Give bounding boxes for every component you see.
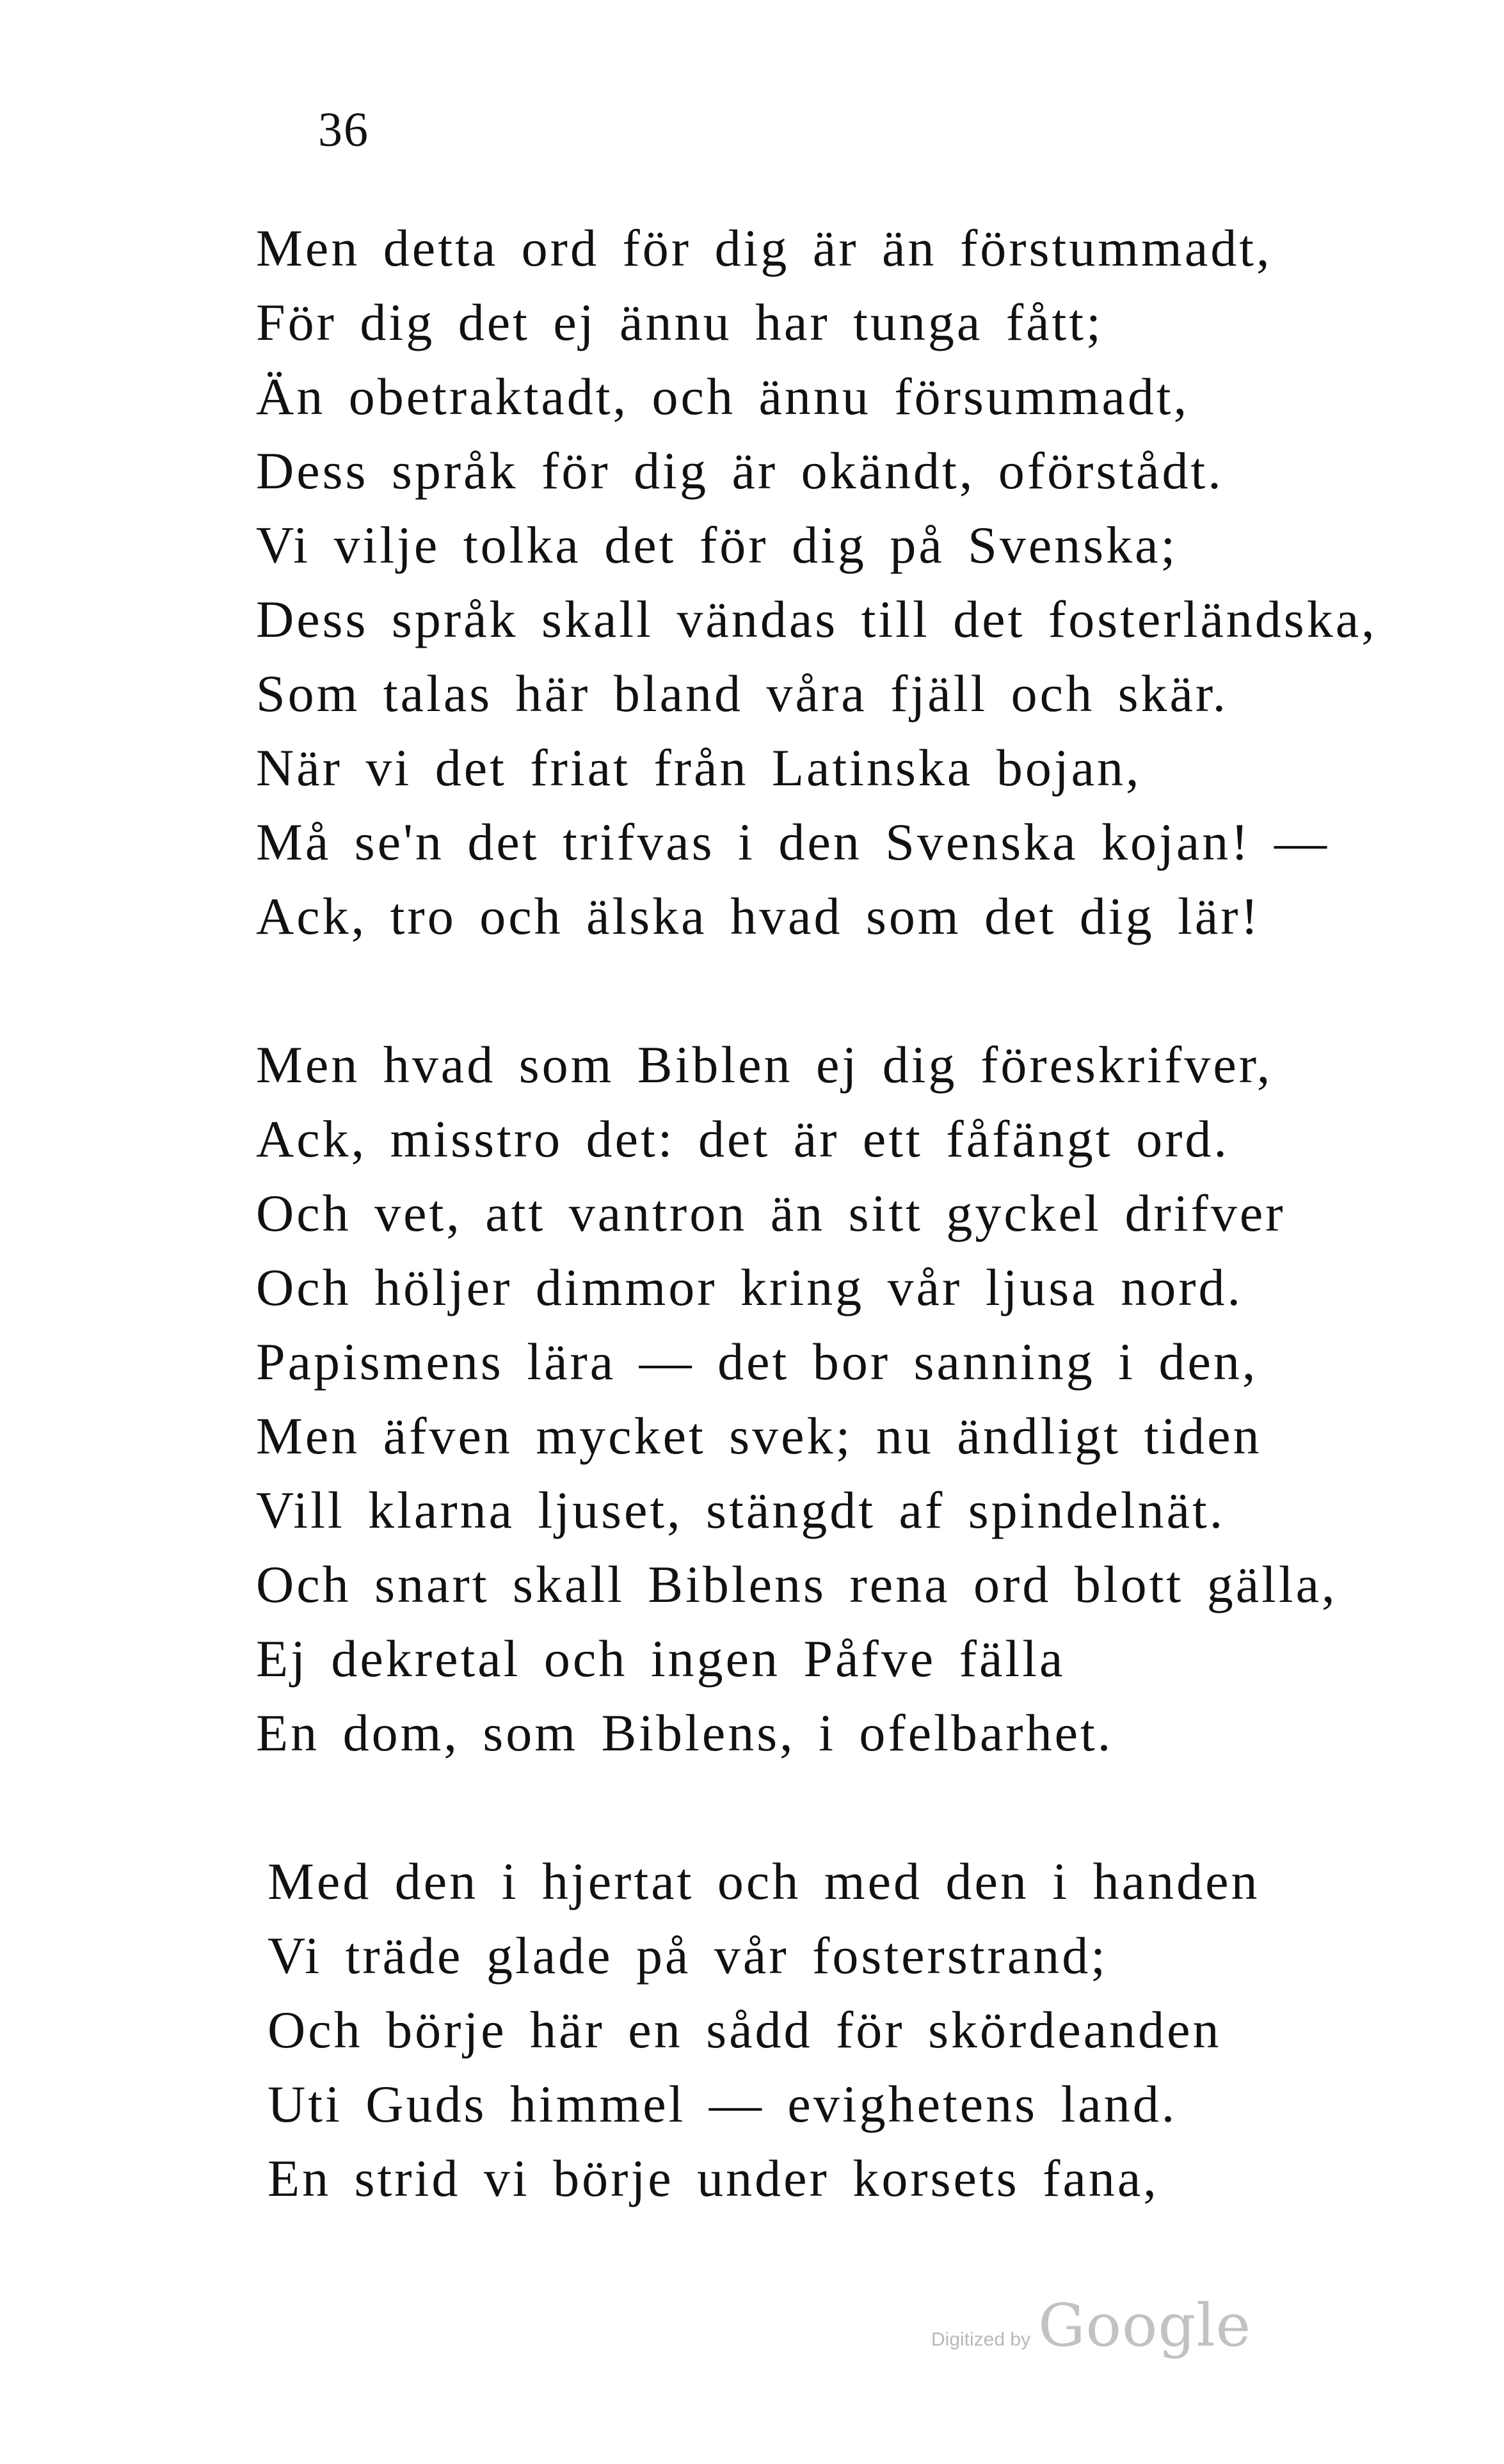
verse-line: Vill klarna ljuset, stängdt af spindelnät.	[256, 1481, 1226, 1539]
verse-line: Vi träde glade på vår fosterstrand;	[268, 1926, 1108, 1985]
verse-line: Men äfven mycket svek; nu ändligt tiden	[256, 1407, 1262, 1465]
verse-line: Papismens lära — det bor sanning i den,	[256, 1332, 1258, 1391]
verse-line: En dom, som Biblens, i ofelbarhet.	[256, 1704, 1114, 1762]
verse-line: Ack, misstro det: det är ett fåfängt ord.	[256, 1110, 1229, 1168]
verse-line: Ej dekretal och ingen Påfve fälla	[256, 1629, 1066, 1688]
verse-line: Dess språk för dig är okändt, oförstådt.	[256, 442, 1224, 500]
digitized-watermark	[931, 2291, 1251, 2374]
verse-line: En strid vi börje under korsets fana,	[268, 2149, 1159, 2207]
verse-line: Och vet, att vantron än sitt gyckel drifver	[256, 1184, 1286, 1242]
poem	[256, 211, 1446, 2216]
stanza-1	[256, 211, 1446, 954]
verse-line: Med den i hjertat och med den i handen	[268, 1852, 1260, 1910]
verse-line: Men hvad som Biblen ej dig föreskrifver,	[256, 1036, 1273, 1094]
page-number: 36	[318, 103, 369, 157]
verse-line: Ack, tro och älska hvad som det dig lär!	[256, 887, 1261, 945]
verse-line: Och snart skall Biblens rena ord blott gälla,	[256, 1555, 1338, 1613]
verse-line: Men detta ord för dig är än förstummadt,	[256, 219, 1272, 277]
verse-line: Vi vilje tolka det för dig på Svenska;	[256, 516, 1178, 574]
verse-line: För dig det ej ännu har tunga fått;	[256, 293, 1103, 351]
verse-line: Må se'n det trifvas i den Svenska kojan! —	[256, 813, 1330, 871]
verse-line: Som talas här bland våra fjäll och skär.	[256, 664, 1229, 723]
stanza-2	[256, 1028, 1446, 1770]
google-logo: Google	[1038, 2291, 1252, 2360]
verse-line: När vi det friat från Latinska bojan,	[256, 739, 1142, 797]
verse-line: Och höljer dimmor kring vår ljusa nord.	[256, 1258, 1244, 1316]
verse-line: Och börje här en sådd för skördeanden	[268, 2001, 1222, 2059]
verse-line: Dess språk skall vändas till det fosterländska,	[256, 590, 1377, 648]
stanza-3	[268, 1844, 1446, 2216]
verse-line: Uti Guds himmel — evighetens land.	[268, 2075, 1178, 2133]
watermark-prefix: Digitized by	[931, 2329, 1031, 2350]
verse-line: Än obetraktadt, och ännu försummadt,	[256, 367, 1190, 426]
